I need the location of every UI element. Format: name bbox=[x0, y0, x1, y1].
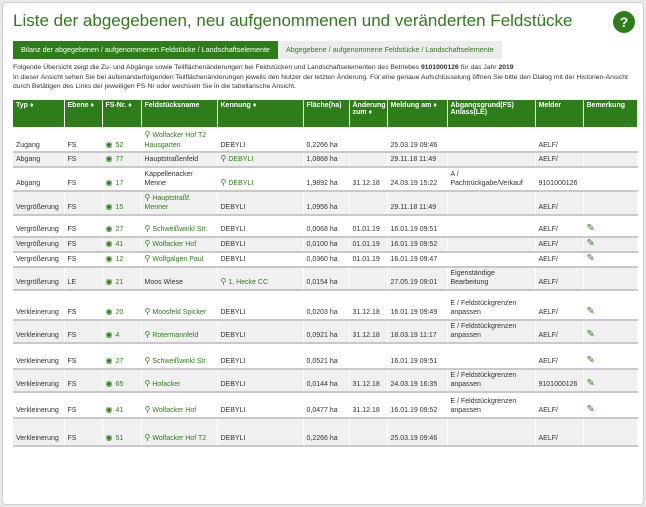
eye-icon[interactable]: ◉ bbox=[105, 239, 113, 248]
feldstuecksname: Wolfacker Hof T2 Hausgarten bbox=[144, 132, 207, 149]
cell-bemerkung bbox=[583, 152, 637, 167]
cell-abgangsgrund: A / Pachtrückgabe/Verkauf bbox=[447, 167, 535, 191]
col-ebene[interactable]: Ebene ♦ bbox=[64, 100, 102, 127]
cell-bemerkung bbox=[583, 191, 637, 215]
cell-name bbox=[141, 252, 217, 267]
fs-nr-link[interactable]: 77 bbox=[115, 156, 124, 163]
map-pin-icon[interactable]: ⚲ bbox=[144, 356, 151, 365]
cell-meldung: 25.03.19 09:46 bbox=[387, 418, 447, 446]
cell-fsnr[interactable] bbox=[102, 152, 141, 167]
feldstuecksname: Wolfacker Hof T2 bbox=[152, 435, 207, 442]
cell-abgangsgrund bbox=[447, 343, 535, 369]
fs-nr-link[interactable]: 52 bbox=[115, 141, 124, 149]
kennung: DEBYLI bbox=[220, 358, 246, 365]
cell-melder: AELF/ bbox=[535, 392, 583, 418]
col-typ[interactable]: Typ ♦ bbox=[13, 100, 64, 127]
feldstuecksname: Moos Wiese bbox=[144, 279, 184, 286]
cell-name bbox=[141, 127, 217, 152]
feldstuecksname: Kappellenacker Menne bbox=[144, 170, 193, 187]
info-line-1: Folgende Übersicht zeigt die Zu- und Abgänge sowie Teilflächenänderungen bei Feldstücken und Landschaftselementen des Betriebes 9101000126 für das Jahr 2019 bbox=[13, 64, 514, 71]
fs-nr-link[interactable]: 27 bbox=[115, 226, 124, 233]
cell-flaeche: 1,9892 ha bbox=[303, 167, 349, 191]
fs-nr-link[interactable]: 41 bbox=[115, 241, 124, 248]
kennung: DEBYLI bbox=[228, 180, 254, 187]
map-pin-icon[interactable]: ⚲ bbox=[144, 433, 151, 442]
cell-melder: AELF/ bbox=[535, 290, 583, 320]
sort-icon[interactable]: ♦ bbox=[252, 102, 257, 109]
table-header-row bbox=[13, 100, 637, 127]
cell-flaeche: 0,0203 ha bbox=[303, 290, 349, 320]
cell-bemerkung bbox=[583, 237, 637, 252]
cell-kennung bbox=[217, 167, 303, 191]
cell-name bbox=[141, 191, 217, 215]
cell-melder: AELF/ bbox=[535, 320, 583, 343]
fs-nr-link[interactable]: 51 bbox=[115, 435, 124, 442]
sort-icon[interactable]: ♦ bbox=[90, 102, 95, 109]
eye-icon[interactable]: ◉ bbox=[105, 433, 113, 442]
cell-abgangsgrund bbox=[447, 215, 535, 237]
edit-icon[interactable]: ✎ bbox=[586, 329, 595, 340]
cell-kennung bbox=[217, 191, 303, 215]
cell-flaeche: 0,0144 ha bbox=[303, 369, 349, 392]
cell-name bbox=[141, 152, 217, 167]
cell-aenderung: 31.12.18 bbox=[349, 290, 387, 320]
map-pin-icon[interactable]: ⚲ bbox=[144, 405, 151, 414]
cell-ebene: FS bbox=[64, 392, 102, 418]
cell-fsnr[interactable] bbox=[102, 191, 141, 215]
col-fsnr[interactable]: FS-Nr. ♦ bbox=[102, 100, 141, 127]
cell-aenderung bbox=[349, 418, 387, 446]
table-row bbox=[13, 343, 637, 369]
cell-typ: Zugang bbox=[13, 127, 64, 152]
feldstuecksname: Schweißwinkl Str. bbox=[152, 226, 208, 233]
cell-name bbox=[141, 167, 217, 191]
map-pin-icon[interactable]: ⚲ bbox=[144, 130, 151, 139]
eye-icon[interactable]: ◉ bbox=[105, 307, 113, 316]
cell-flaeche: 0,0360 ha bbox=[303, 252, 349, 267]
main-panel bbox=[2, 2, 644, 505]
cell-aenderung: 01.01.19 bbox=[349, 215, 387, 237]
cell-bemerkung bbox=[583, 252, 637, 267]
cell-melder: AELF/ bbox=[535, 215, 583, 237]
kennung: DEBYLI bbox=[220, 332, 246, 339]
cell-ebene: FS bbox=[64, 252, 102, 267]
cell-meldung: 18.03.19 11:17 bbox=[387, 320, 447, 343]
cell-aenderung: 31.12.18 bbox=[349, 167, 387, 191]
eye-icon[interactable]: ◉ bbox=[105, 405, 113, 414]
tab-bilanz[interactable]: Bilanz der abgegebenen / aufgenommenen Feldstücke / Landschaftselemente bbox=[13, 41, 278, 59]
cell-aenderung: 01.01.19 bbox=[349, 252, 387, 267]
kennung: DEBYLI bbox=[220, 435, 246, 442]
tab-bar bbox=[13, 41, 502, 59]
cell-meldung: 24.03.19 16:35 bbox=[387, 369, 447, 392]
sort-icon[interactable]: ♦ bbox=[433, 102, 437, 109]
kennung: DEBYLI bbox=[220, 226, 246, 233]
cell-name bbox=[141, 320, 217, 343]
feldstuecksname: Hauptstraßenfeld bbox=[144, 156, 199, 163]
eye-icon[interactable]: ◉ bbox=[105, 154, 113, 163]
table-row bbox=[13, 237, 637, 252]
table-row bbox=[13, 320, 637, 343]
edit-icon[interactable]: ✎ bbox=[586, 404, 595, 415]
table-row bbox=[13, 152, 637, 167]
cell-name bbox=[141, 267, 217, 290]
eye-icon[interactable]: ◉ bbox=[105, 356, 113, 365]
cell-abgangsgrund bbox=[447, 127, 535, 152]
eye-icon[interactable]: ◉ bbox=[105, 254, 113, 263]
cell-bemerkung bbox=[583, 343, 637, 369]
cell-flaeche: 0,0521 ha bbox=[303, 343, 349, 369]
fs-nr-link[interactable]: 27 bbox=[115, 358, 124, 365]
eye-icon[interactable]: ◉ bbox=[105, 224, 113, 233]
map-pin-icon[interactable]: ⚲ bbox=[144, 254, 151, 263]
cell-typ: Vergrößerung bbox=[13, 252, 64, 267]
cell-abgangsgrund: E / Feldstückgrenzen anpassen bbox=[447, 290, 535, 320]
kennung: DEBYLI bbox=[220, 381, 246, 388]
fs-nr-link[interactable]: 4 bbox=[115, 332, 120, 339]
betrieb-number: 9101000126 bbox=[420, 64, 459, 71]
cell-melder: AELF/ bbox=[535, 127, 583, 152]
cell-meldung: 16.01.19 09:52 bbox=[387, 392, 447, 418]
cell-kennung bbox=[217, 418, 303, 446]
cell-kennung bbox=[217, 252, 303, 267]
cell-abgangsgrund: E / Feldstückgrenzen anpassen bbox=[447, 392, 535, 418]
cell-meldung: 16.01.19 09:52 bbox=[387, 237, 447, 252]
changes-table bbox=[13, 100, 638, 447]
feldstuecksname: Rotermannfeld bbox=[152, 332, 199, 339]
cell-fsnr[interactable] bbox=[102, 252, 141, 267]
col-kennung[interactable]: Kennung ♦ bbox=[217, 100, 303, 127]
cell-typ: Verkleinerung bbox=[13, 320, 64, 343]
cell-meldung: 27.05.19 09:01 bbox=[387, 267, 447, 290]
cell-flaeche: 0,0477 ha bbox=[303, 392, 349, 418]
cell-kennung bbox=[217, 290, 303, 320]
table-row bbox=[13, 418, 637, 446]
fs-nr-link[interactable]: 17 bbox=[115, 180, 124, 187]
cell-abgangsgrund: E / Feldstückgrenzen anpassen bbox=[447, 369, 535, 392]
edit-icon[interactable]: ✎ bbox=[586, 306, 595, 317]
edit-icon[interactable]: ✎ bbox=[586, 223, 595, 234]
cell-melder: 9101000126 bbox=[535, 369, 583, 392]
cell-meldung: 16.01.19 09:51 bbox=[387, 343, 447, 369]
cell-abgangsgrund bbox=[447, 191, 535, 215]
cell-bemerkung bbox=[583, 418, 637, 446]
table-row bbox=[13, 290, 637, 320]
col-meldung[interactable]: Meldung am ♦ bbox=[387, 100, 447, 127]
cell-flaeche: 0,2266 ha bbox=[303, 418, 349, 446]
cell-ebene: FS bbox=[64, 290, 102, 320]
col-melder[interactable]: Melder bbox=[535, 100, 583, 127]
cell-typ: Vergrößerung bbox=[13, 191, 64, 215]
map-pin-icon[interactable]: ⚲ bbox=[144, 239, 151, 248]
kennung: DEBYLI bbox=[220, 256, 246, 263]
cell-typ: Abgang bbox=[13, 167, 64, 191]
kennung: DEBYLI bbox=[220, 141, 246, 149]
col-flaeche[interactable]: Fläche(ha) bbox=[303, 100, 349, 127]
cell-kennung bbox=[217, 343, 303, 369]
kennung: DEBYLI bbox=[228, 156, 254, 163]
cell-fsnr[interactable] bbox=[102, 392, 141, 418]
table-row bbox=[13, 392, 637, 418]
map-pin-icon[interactable]: ⚲ bbox=[220, 178, 227, 187]
cell-kennung bbox=[217, 320, 303, 343]
cell-melder: 9101000126 bbox=[535, 167, 583, 191]
cell-flaeche: 0,0068 ha bbox=[303, 215, 349, 237]
sort-icon[interactable]: ♦ bbox=[29, 102, 34, 109]
changes-table-wrapper bbox=[13, 100, 637, 447]
cell-kennung bbox=[217, 369, 303, 392]
feldstuecksname: Wolfgalgen Paul bbox=[152, 256, 204, 263]
table-row bbox=[13, 252, 637, 267]
cell-ebene: LE bbox=[64, 267, 102, 290]
cell-name bbox=[141, 343, 217, 369]
cell-meldung: 16.01.19 09:51 bbox=[387, 215, 447, 237]
edit-icon[interactable]: ✎ bbox=[586, 378, 595, 389]
map-pin-icon[interactable]: ⚲ bbox=[144, 192, 151, 202]
cell-abgangsgrund bbox=[447, 418, 535, 446]
cell-melder: AELF/ bbox=[535, 343, 583, 369]
cell-ebene: FS bbox=[64, 167, 102, 191]
cell-typ: Vergrößerung bbox=[13, 267, 64, 290]
feldstuecksname: Moosfeld Spicker bbox=[152, 309, 207, 316]
cell-ebene: FS bbox=[64, 191, 102, 215]
cell-fsnr[interactable] bbox=[102, 267, 141, 290]
map-pin-icon[interactable]: ⚲ bbox=[144, 224, 151, 233]
eye-icon[interactable]: ◉ bbox=[105, 202, 113, 211]
cell-aenderung: 31.12.18 bbox=[349, 320, 387, 343]
cell-ebene: FS bbox=[64, 369, 102, 392]
fs-nr-link[interactable]: 20 bbox=[115, 309, 124, 316]
fs-nr-link[interactable]: 65 bbox=[115, 381, 124, 388]
map-pin-icon[interactable]: ⚲ bbox=[144, 379, 151, 388]
cell-fsnr[interactable] bbox=[102, 369, 141, 392]
col-bemerkung[interactable]: Bemerkung bbox=[583, 100, 637, 127]
fs-nr-link[interactable]: 41 bbox=[115, 407, 124, 414]
sort-icon[interactable]: ♦ bbox=[128, 102, 132, 109]
map-pin-icon[interactable]: ⚲ bbox=[220, 154, 227, 163]
map-pin-icon[interactable]: ⚲ bbox=[144, 330, 151, 339]
cell-typ: Verkleinerung bbox=[13, 369, 64, 392]
cell-aenderung bbox=[349, 191, 387, 215]
cell-kennung bbox=[217, 237, 303, 252]
cell-aenderung: 31.12.18 bbox=[349, 369, 387, 392]
cell-name bbox=[141, 392, 217, 418]
cell-flaeche: 0,0100 ha bbox=[303, 237, 349, 252]
cell-abgangsgrund bbox=[447, 252, 535, 267]
cell-fsnr[interactable] bbox=[102, 127, 141, 152]
cell-flaeche: 0,0921 ha bbox=[303, 320, 349, 343]
table-row bbox=[13, 369, 637, 392]
cell-typ: Verkleinerung bbox=[13, 418, 64, 446]
cell-typ: Verkleinerung bbox=[13, 392, 64, 418]
cell-typ: Verkleinerung bbox=[13, 290, 64, 320]
table-body bbox=[13, 127, 637, 446]
col-abgangsgrund[interactable]: Abgangsgrund(FS) Anlass(LE) bbox=[447, 100, 535, 127]
cell-name bbox=[141, 215, 217, 237]
kennung: DEBYLI bbox=[220, 204, 246, 211]
feldstuecksname: Hofacker bbox=[152, 381, 181, 388]
map-pin-icon[interactable]: ⚲ bbox=[144, 307, 151, 316]
cell-ebene: FS bbox=[64, 215, 102, 237]
table-row bbox=[13, 215, 637, 237]
fs-nr-link[interactable]: 15 bbox=[115, 204, 124, 211]
cell-flaeche: 0,2266 ha bbox=[303, 127, 349, 152]
cell-bemerkung bbox=[583, 320, 637, 343]
cell-bemerkung bbox=[583, 167, 637, 191]
table-row bbox=[13, 191, 637, 215]
year: 2019 bbox=[498, 64, 514, 71]
cell-ebene: FS bbox=[64, 320, 102, 343]
feldstuecksname: Hauptstraßf. Menner bbox=[144, 194, 191, 211]
cell-meldung: 24.03.19 15:22 bbox=[387, 167, 447, 191]
table-row bbox=[13, 167, 637, 191]
cell-fsnr[interactable] bbox=[102, 215, 141, 237]
cell-melder: AELF/ bbox=[535, 237, 583, 252]
cell-bemerkung bbox=[583, 290, 637, 320]
cell-typ: Abgang bbox=[13, 152, 64, 167]
eye-icon[interactable]: ◉ bbox=[105, 178, 113, 187]
cell-melder: AELF/ bbox=[535, 152, 583, 167]
cell-kennung bbox=[217, 127, 303, 152]
cell-aenderung bbox=[349, 127, 387, 152]
cell-fsnr[interactable] bbox=[102, 237, 141, 252]
cell-kennung bbox=[217, 392, 303, 418]
cell-meldung: 29.11.18 11:49 bbox=[387, 152, 447, 167]
cell-flaeche: 1,0956 ha bbox=[303, 191, 349, 215]
cell-name bbox=[141, 237, 217, 252]
cell-name bbox=[141, 290, 217, 320]
cell-ebene: FS bbox=[64, 127, 102, 152]
cell-abgangsgrund: Eigenständige Bearbeitung bbox=[447, 267, 535, 290]
cell-melder: AELF/ bbox=[535, 418, 583, 446]
cell-melder: AELF/ bbox=[535, 252, 583, 267]
cell-name bbox=[141, 369, 217, 392]
kennung: 1, Hecke CC bbox=[228, 279, 269, 286]
eye-icon[interactable]: ◉ bbox=[105, 139, 113, 149]
cell-flaeche: 1,0868 ha bbox=[303, 152, 349, 167]
feldstuecksname: Wolfacker Hof bbox=[152, 407, 197, 414]
cell-ebene: FS bbox=[64, 152, 102, 167]
tab-abgegebene-aufgenommene[interactable]: Abgegebene / aufgenommene Feldstücke / Landschaftselemente bbox=[278, 41, 502, 59]
sort-icon[interactable]: ♦ bbox=[368, 109, 373, 116]
cell-fsnr[interactable] bbox=[102, 418, 141, 446]
table-row bbox=[13, 267, 637, 290]
cell-kennung bbox=[217, 152, 303, 167]
cell-melder: AELF/ bbox=[535, 191, 583, 215]
cell-bemerkung bbox=[583, 392, 637, 418]
info-line-2: In dieser Ansicht sehen Sie bei aufeinanderfolgenden Teilflächenänderungen jeweils den Nutzer der letzten Änderung. Für eine genaue Aufschlüsselung öffnen Sie bitte den Dialog mit der Historien-Ansicht durch Betätigen des Links der jeweiligen FS-Nr oder wechseln Sie in die tabellarische Ansicht. bbox=[13, 73, 628, 90]
cell-bemerkung bbox=[583, 215, 637, 237]
cell-flaeche: 0,0154 ha bbox=[303, 267, 349, 290]
cell-aenderung: 31.12.18 bbox=[349, 392, 387, 418]
cell-abgangsgrund bbox=[447, 152, 535, 167]
cell-aenderung bbox=[349, 152, 387, 167]
edit-icon[interactable]: ✎ bbox=[586, 253, 595, 264]
info-text bbox=[13, 63, 637, 92]
cell-typ: Verkleinerung bbox=[13, 343, 64, 369]
map-pin-icon[interactable]: ⚲ bbox=[220, 277, 227, 286]
cell-ebene: FS bbox=[64, 343, 102, 369]
fs-nr-link[interactable]: 12 bbox=[115, 256, 124, 263]
cell-name bbox=[141, 418, 217, 446]
kennung: DEBYLI bbox=[220, 309, 246, 316]
cell-fsnr[interactable] bbox=[102, 167, 141, 191]
edit-icon[interactable]: ✎ bbox=[586, 355, 595, 366]
kennung: DEBYLI bbox=[220, 407, 246, 414]
cell-aenderung: 01.01.19 bbox=[349, 237, 387, 252]
col-aenderung[interactable]: Änderung zum ♦ bbox=[349, 100, 387, 127]
eye-icon[interactable]: ◉ bbox=[105, 379, 113, 388]
cell-meldung: 16.01.19 09:47 bbox=[387, 252, 447, 267]
cell-ebene: FS bbox=[64, 418, 102, 446]
cell-typ: Vergrößerung bbox=[13, 215, 64, 237]
cell-aenderung bbox=[349, 343, 387, 369]
cell-aenderung bbox=[349, 267, 387, 290]
cell-bemerkung bbox=[583, 127, 637, 152]
eye-icon[interactable]: ◉ bbox=[105, 330, 113, 339]
cell-typ: Vergrößerung bbox=[13, 237, 64, 252]
kennung: DEBYLI bbox=[220, 241, 246, 248]
cell-kennung bbox=[217, 215, 303, 237]
feldstuecksname: Schweißwinkl Str. bbox=[152, 358, 208, 365]
cell-fsnr[interactable] bbox=[102, 343, 141, 369]
cell-melder: AELF/ bbox=[535, 267, 583, 290]
table-row bbox=[13, 127, 637, 152]
cell-fsnr[interactable] bbox=[102, 320, 141, 343]
cell-meldung: 25.03.19 09:46 bbox=[387, 127, 447, 152]
eye-icon[interactable]: ◉ bbox=[105, 277, 113, 286]
cell-abgangsgrund bbox=[447, 237, 535, 252]
cell-fsnr[interactable] bbox=[102, 290, 141, 320]
cell-abgangsgrund: E / Feldstückgrenzen anpassen bbox=[447, 320, 535, 343]
feldstuecksname: Wolfacker Hof bbox=[152, 241, 197, 248]
page-title: Liste der abgegebenen, neu aufgenommenen und veränderten Feldstücke bbox=[13, 11, 573, 30]
cell-ebene: FS bbox=[64, 237, 102, 252]
fs-nr-link[interactable]: 21 bbox=[115, 279, 124, 286]
cell-meldung: 29.11.18 11:49 bbox=[387, 191, 447, 215]
cell-bemerkung bbox=[583, 267, 637, 290]
col-feldstuecksname[interactable]: Feldstücksname bbox=[141, 100, 217, 127]
edit-icon[interactable]: ✎ bbox=[586, 238, 595, 249]
cell-bemerkung bbox=[583, 369, 637, 392]
cell-kennung bbox=[217, 267, 303, 290]
help-icon[interactable]: ? bbox=[613, 11, 635, 33]
cell-meldung: 16.01.19 09:49 bbox=[387, 290, 447, 320]
